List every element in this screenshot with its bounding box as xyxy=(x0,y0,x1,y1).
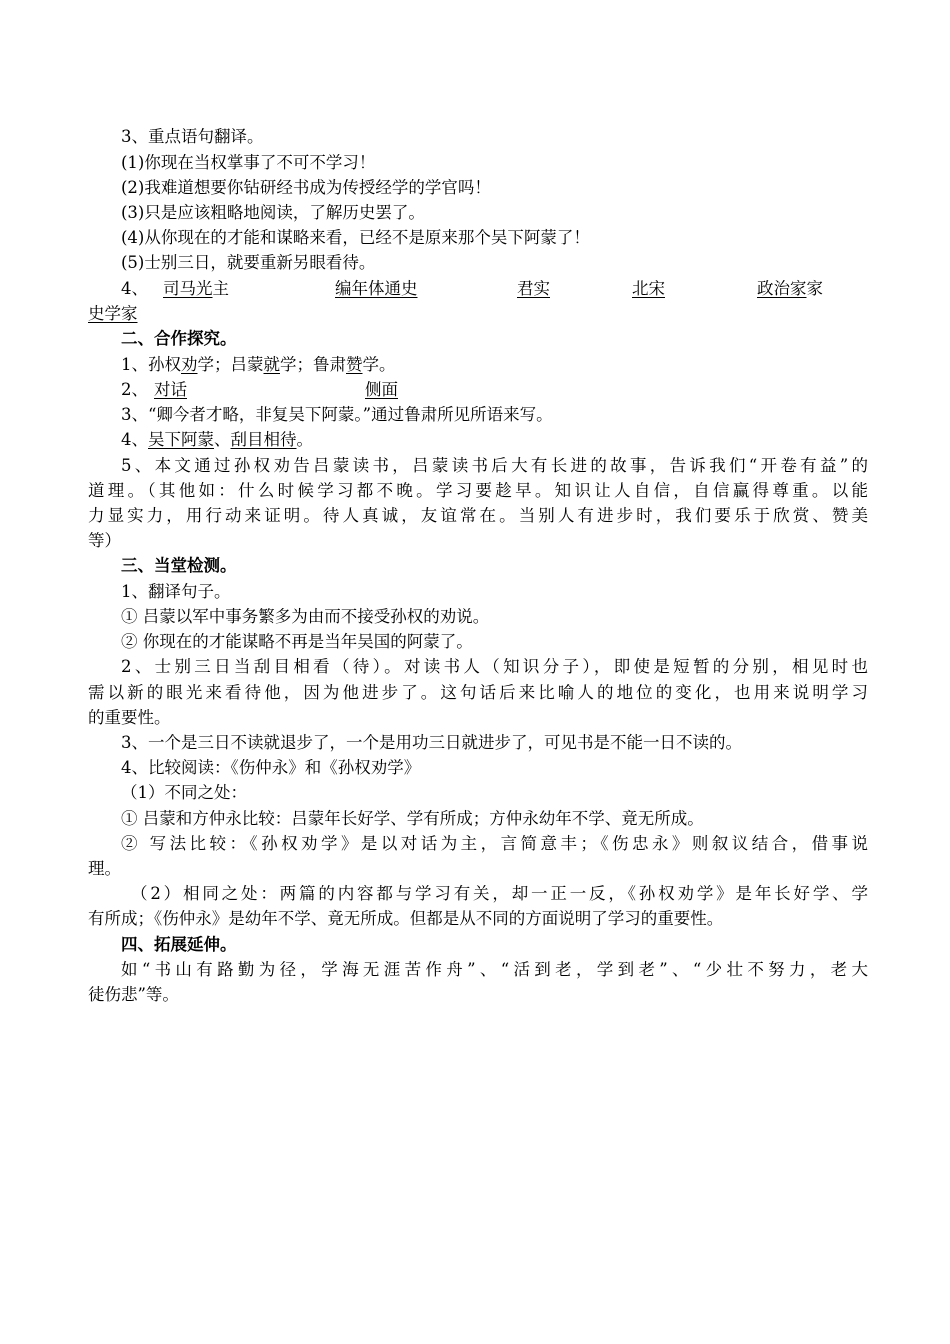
s2-item5-line3: 力显实力，用行动来证明。待人真诚，友谊常在。当别人有进步时，我们要乐于欣赏、赞美 xyxy=(88,506,868,525)
s4-line2: 徒伤悲”等。 xyxy=(88,985,179,1004)
s3-item1-answer2: ② 你现在的才能谋略不再是当年吴国的阿蒙了。 xyxy=(121,632,473,651)
answer-role-1-suffix: 家 xyxy=(806,279,823,298)
section-2-heading: 二、合作探究。 xyxy=(121,329,237,348)
s3-item2-line3: 的重要性。 xyxy=(88,708,171,727)
translation-2: (2)我难道想要你钻研经书成为传授经学的学官吗！ xyxy=(121,178,491,197)
s4-line1: 如“书山有路勤为径，学海无涯苦作舟”、“活到老，学到老”、“少壮不努力，老大 xyxy=(121,960,868,979)
answer-author-suffix: 主 xyxy=(212,279,229,298)
translation-3: (3)只是应该粗略地阅读，了解历史罢了。 xyxy=(121,203,425,222)
s3-item1-answer1: ① 吕蒙以军中事务繁多为由而不接受孙权的劝说。 xyxy=(121,607,490,626)
s2-item4: 4、吴下阿蒙、刮目相待。 xyxy=(121,430,313,449)
s3-item4-part1-b-line2: 理。 xyxy=(88,859,121,878)
s2-item5-line2: 道理。（其他如：什么时候学习都不晚。学习要趁早。知识让人自信，自信赢得尊重。以能 xyxy=(88,481,868,500)
s3-item4-part1: （1）不同之处： xyxy=(121,783,247,802)
answer-genre: 编年体通史 xyxy=(335,279,418,298)
s3-item4-part2-line2: 有所成；《伤仲永》是幼年不学、竟无所成。但都是从不同的方面说明了学习的重要性。 xyxy=(88,909,724,928)
s3-item2-line2: 需以新的眼光来看待他，因为他进步了。这句话后来比喻人的地位的变化，也用来说明学习 xyxy=(88,683,868,702)
s3-item4: 4、比较阅读：《伤仲永》和《孙权劝学》 xyxy=(121,758,421,777)
translation-1: (1)你现在当权掌事了不可不学习！ xyxy=(121,153,376,172)
s2-item5-line4: 等） xyxy=(88,531,121,550)
answer-role-2: 史学家 xyxy=(88,304,138,323)
s3-item1: 1、翻译句子。 xyxy=(121,582,231,601)
answer-dynasty: 北宋 xyxy=(632,279,665,298)
s3-item2-line1: 2、士别三日当刮目相看（待）。对读书人（知识分子），即使是短暂的分别，相见时也 xyxy=(121,657,868,676)
s3-item4-part2-line1: （2）相同之处：两篇的内容都与学习有关，却一正一反，《孙权劝学》是年长好学、学 xyxy=(131,884,868,903)
section-4-heading: 四、拓展延伸。 xyxy=(121,935,237,954)
s2-item5-line1: 5、本文通过孙权劝告吕蒙读书，吕蒙读书后大有长进的故事，告诉我们“开卷有益”的 xyxy=(121,456,868,475)
translation-4: (4)从你现在的才能和谋略来看，已经不是原来那个吴下阿蒙了！ xyxy=(121,228,590,247)
s3-item4-part1-b-line1: ② 写法比较：《孙权劝学》是以对话为主，言简意丰；《伤忠永》则叙议结合，借事说 xyxy=(121,834,868,853)
answer-dialogue: 对话 xyxy=(154,380,187,399)
answer-role-1: 政治家 xyxy=(757,279,807,298)
s1-item3: 3、重点语句翻译。 xyxy=(121,127,264,146)
s1-item4-line xyxy=(121,276,868,301)
s1-item4-num: 4、 xyxy=(121,279,148,298)
s2-item1: 1、孙权劝学；吕蒙就学；鲁肃赞学。 xyxy=(121,355,396,374)
answer-side: 侧面 xyxy=(365,380,398,399)
s3-item3: 3、一个是三日不读就退步了，一个是用功三日就进步了，可见书是不能一日不读的。 xyxy=(121,733,742,752)
section-3-heading: 三、当堂检测。 xyxy=(121,556,237,575)
s3-item4-part1-a: ① 吕蒙和方仲永比较：吕蒙年长好学、学有所成；方仲永幼年不学、竟无所成。 xyxy=(121,809,704,828)
s2-item2: 2、 对话 侧面 xyxy=(121,377,868,402)
answer-courtesy-name: 君实 xyxy=(517,279,550,298)
s2-item3: 3、“卿今者才略，非复吴下阿蒙。”通过鲁肃所见所语来写。 xyxy=(121,405,553,424)
translation-5: (5)士别三日，就要重新另眼看待。 xyxy=(121,253,376,272)
answer-author: 司马光 xyxy=(163,279,213,298)
